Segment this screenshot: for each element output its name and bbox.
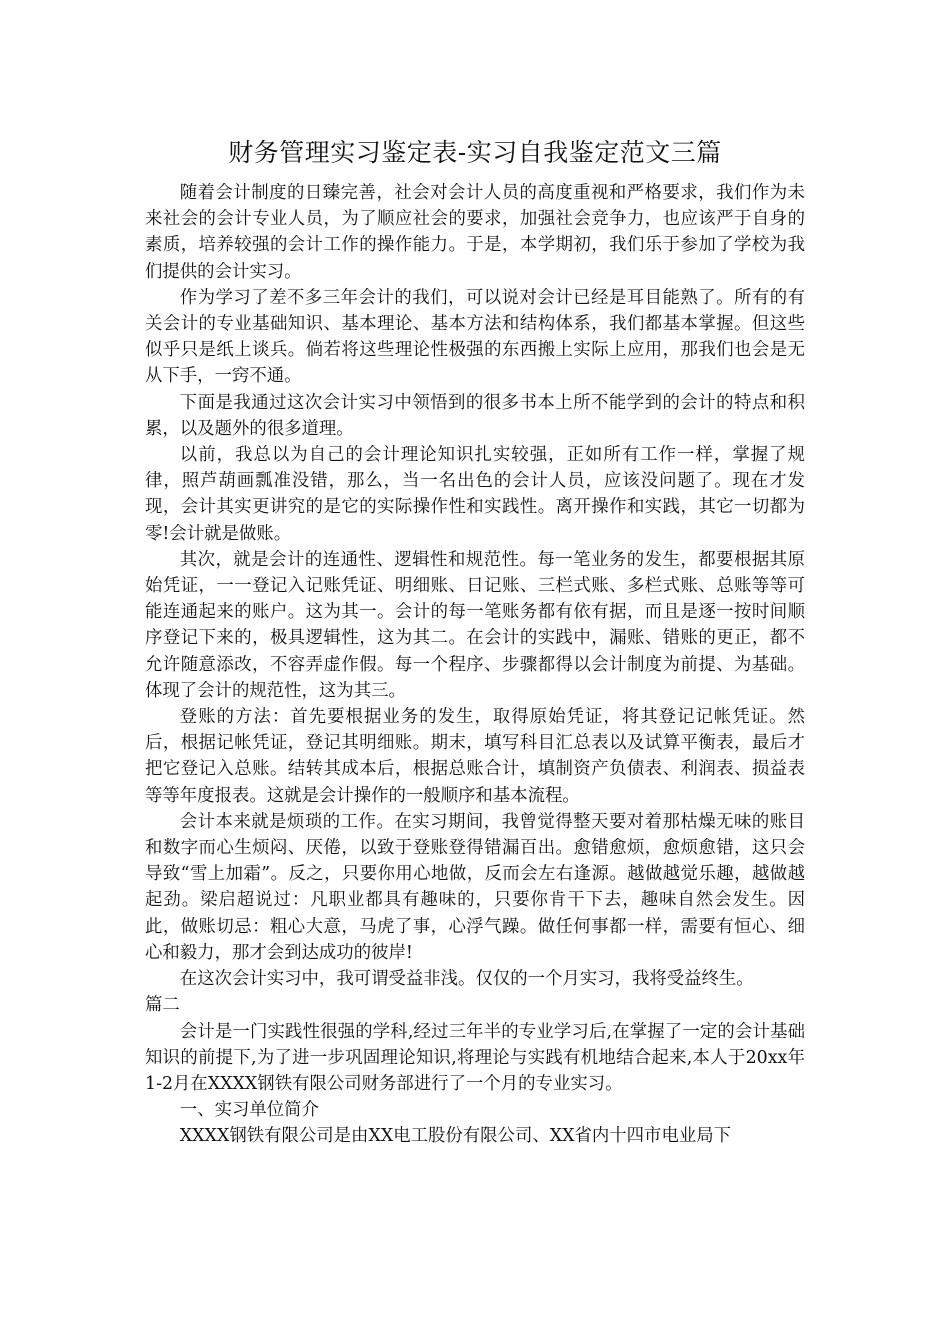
- section2-paragraph-2: XXXX钢铁有限公司是由XX电工股份有限公司、XX省内十四市电业局下: [179, 1126, 732, 1147]
- paragraph-7: 会计本来就是烦琐的工作。在实习期间，我曾觉得整天要对着那枯燥无味的账目和数字而心生烦闷、厌倦，以致于登账登得错漏百出。愈错愈烦，愈烦愈错，这只会导致“雪上加霜”。反之，只要你用心地做，反而会左右逢源。越做越觉乐趣，越做越起劲。梁启超说过：凡职业都具有趣味的，只要你肯干下去，趣味自然会发生。因此，做账切忌：粗心大意，马虎了事，心浮气躁。做任何事都一样，需要有恒心、细心和毅力，那才会到达成功的彼岸!: [145, 811, 805, 963]
- paragraph-6: 登账的方法：首先要根据业务的发生，取得原始凭证，将其登记记帐凭证。然后，根据记帐凭证，登记其明细账。期末，填写科目汇总表以及试算平衡表，最后才把它登记入总账。结转其成本后，根据总账合计，填制资产负债表、利润表、损益表等等年度报表。这就是会计操作的一般顺序和基本流程。: [145, 707, 805, 806]
- section-heading-2: 篇二: [145, 995, 180, 1016]
- paragraph-4: 以前，我总以为自己的会计理论知识扎实较强，正如所有工作一样，掌握了规律，照芦葫画瓢准没错，那么，当一名出色的会计人员，应该没问题了。现在才发现，会计其实更讲究的是它的实际操作性和实践性。离开操作和实践，其它一切都为零!会计就是做账。: [145, 445, 805, 544]
- paragraph-3: 下面是我通过这次会计实习中领悟到的很多书本上所不能学到的会计的特点和积累，以及题外的很多道理。: [145, 392, 805, 439]
- paragraph-8: 在这次会计实习中，我可谓受益非浅。仅仅的一个月实习，我将受益终生。: [179, 969, 754, 990]
- document-title: 财务管理实习鉴定表-实习自我鉴定范文三篇: [228, 138, 722, 167]
- paragraph-1: 随着会计制度的日臻完善，社会对会计人员的高度重视和严格要求，我们作为未来社会的会计专业人员，为了顺应社会的要求，加强社会竞争力，也应该严于自身的素质，培养较强的会计工作的操作能力。于是，本学期初，我们乐于参加了学校为我们提供的会计实习。: [145, 183, 805, 282]
- document-body: [145, 134, 805, 1150]
- section2-paragraph-1: 会计是一门实践性很强的学科,经过三年半的专业学习后,在掌握了一定的会计基础知识的前提下,为了进一步巩固理论知识,将理论与实践有机地结合起来,本人于20xx年1-2月在XXXX钢铁有限公司财务部进行了一个月的专业实习。: [145, 1021, 805, 1094]
- paragraph-5: 其次，就是会计的连通性、逻辑性和规范性。每一笔业务的发生，都要根据其原始凭证，一一登记入记账凭证、明细账、日记账、三栏式账、多栏式账、总账等等可能连通起来的账户。这为其一。会计的每一笔账务都有依有据，而且是逐一按时间顺序登记下来的，极具逻辑性，这为其二。在会计的实践中，漏账、错账的更正，都不允许随意添改，不容弄虚作假。每一个程序、步骤都得以会计制度为前提、为基础。体现了会计的规范性，这为其三。: [145, 549, 805, 701]
- paragraph-2: 作为学习了差不多三年会计的我们，可以说对会计已经是耳目能熟了。所有的有关会计的专业基础知识、基本理论、基本方法和结构体系，我们都基本掌握。但这些似乎只是纸上谈兵。倘若将这些理论性极强的东西搬上实际上应用，那我们也会是无从下手，一窍不通。: [145, 287, 805, 387]
- section2-subheading: 一、实习单位简介: [179, 1100, 319, 1121]
